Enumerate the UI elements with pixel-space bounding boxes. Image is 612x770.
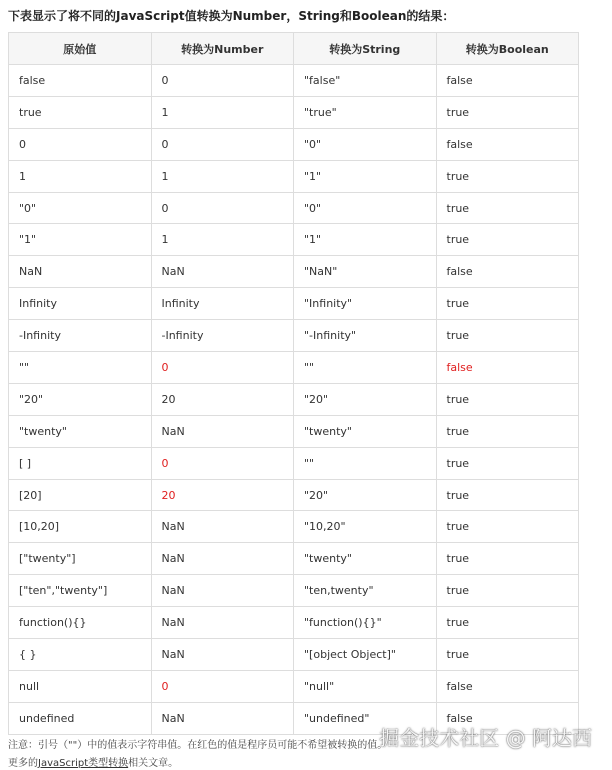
table-row: [9, 415, 579, 447]
cell-boolean: false: [436, 352, 579, 384]
cell-original: undefined: [9, 702, 152, 734]
table-row: [9, 607, 579, 639]
cell-original: { }: [9, 639, 152, 671]
cell-original: [ ]: [9, 447, 152, 479]
cell-string: "false": [294, 65, 437, 97]
cell-number: 20: [151, 383, 294, 415]
cell-boolean: false: [436, 65, 579, 97]
cell-number: 0: [151, 192, 294, 224]
cell-number: NaN: [151, 415, 294, 447]
cell-string: "": [294, 447, 437, 479]
cell-boolean: true: [436, 639, 579, 671]
cell-number: 0: [151, 352, 294, 384]
cell-number: 1: [151, 160, 294, 192]
cell-original: null: [9, 670, 152, 702]
table-row: [9, 256, 579, 288]
cell-string: "Infinity": [294, 288, 437, 320]
cell-string: "20": [294, 479, 437, 511]
cell-string: "function(){}": [294, 607, 437, 639]
table-row: [9, 447, 579, 479]
cell-string: "20": [294, 383, 437, 415]
cell-original: NaN: [9, 256, 152, 288]
watermark: 掘金技术社区 @ 阿达西: [379, 726, 592, 750]
cell-boolean: true: [436, 511, 579, 543]
cell-number: NaN: [151, 575, 294, 607]
cell-boolean: true: [436, 320, 579, 352]
table-row: [9, 288, 579, 320]
header-to-number: 转换为Number: [151, 33, 294, 65]
cell-original: ["ten","twenty"]: [9, 575, 152, 607]
cell-number: 0: [151, 670, 294, 702]
cell-boolean: false: [436, 702, 579, 734]
table-row: [9, 320, 579, 352]
cell-number: Infinity: [151, 288, 294, 320]
cell-boolean: true: [436, 447, 579, 479]
cell-number: NaN: [151, 702, 294, 734]
cell-string: "0": [294, 128, 437, 160]
cell-string: "true": [294, 96, 437, 128]
table-row: [9, 383, 579, 415]
more-suffix: 相关文章。: [128, 758, 179, 769]
cell-number: NaN: [151, 256, 294, 288]
cell-string: "undefined": [294, 702, 437, 734]
cell-string: "null": [294, 670, 437, 702]
table-row: [9, 511, 579, 543]
table-row: [9, 543, 579, 575]
cell-original: [20]: [9, 479, 152, 511]
cell-number: 0: [151, 65, 294, 97]
table-row: [9, 224, 579, 256]
table-row: [9, 352, 579, 384]
cell-string: "1": [294, 224, 437, 256]
cell-string: "ten,twenty": [294, 575, 437, 607]
cell-boolean: true: [436, 160, 579, 192]
cell-number: 20: [151, 479, 294, 511]
more-articles-text: [8, 754, 178, 769]
cell-original: "1": [9, 224, 152, 256]
conversion-table: [8, 32, 579, 735]
cell-boolean: false: [436, 670, 579, 702]
cell-boolean: true: [436, 96, 579, 128]
table-row: [9, 128, 579, 160]
cell-number: NaN: [151, 607, 294, 639]
cell-original: [10,20]: [9, 511, 152, 543]
cell-original: Infinity: [9, 288, 152, 320]
cell-number: 0: [151, 128, 294, 160]
header-original-value: 原始值: [9, 33, 152, 65]
cell-string: "[object Object]": [294, 639, 437, 671]
cell-original: "": [9, 352, 152, 384]
note-text: 注意：引号（""）中的值表示字符串值。在红色的值是程序员可能不希望被转换的值。: [8, 740, 388, 751]
header-to-boolean: 转换为Boolean: [436, 33, 579, 65]
cell-boolean: true: [436, 543, 579, 575]
cell-string: "10,20": [294, 511, 437, 543]
cell-original: 1: [9, 160, 152, 192]
table-header-row: [9, 33, 579, 65]
table-row: [9, 639, 579, 671]
cell-original: true: [9, 96, 152, 128]
cell-string: "1": [294, 160, 437, 192]
cell-string: "0": [294, 192, 437, 224]
cell-number: -Infinity: [151, 320, 294, 352]
cell-number: 1: [151, 224, 294, 256]
cell-number: 0: [151, 447, 294, 479]
cell-number: NaN: [151, 639, 294, 671]
cell-boolean: false: [436, 256, 579, 288]
cell-number: 1: [151, 96, 294, 128]
table-row: [9, 575, 579, 607]
cell-boolean: true: [436, 415, 579, 447]
table-row: [9, 65, 579, 97]
cell-string: "twenty": [294, 415, 437, 447]
cell-string: "NaN": [294, 256, 437, 288]
cell-original: "20": [9, 383, 152, 415]
table-row: [9, 479, 579, 511]
cell-string: "-Infinity": [294, 320, 437, 352]
cell-original: false: [9, 65, 152, 97]
cell-original: 0: [9, 128, 152, 160]
cell-boolean: true: [436, 479, 579, 511]
cell-string: "": [294, 352, 437, 384]
cell-boolean: false: [436, 128, 579, 160]
cell-boolean: true: [436, 607, 579, 639]
cell-boolean: true: [436, 383, 579, 415]
cell-number: NaN: [151, 543, 294, 575]
cell-original: "0": [9, 192, 152, 224]
cell-boolean: true: [436, 224, 579, 256]
cell-original: "twenty": [9, 415, 152, 447]
header-to-string: 转换为String: [294, 33, 437, 65]
cell-original: ["twenty"]: [9, 543, 152, 575]
cell-string: "twenty": [294, 543, 437, 575]
more-articles-link[interactable]: JavaScript类型转换: [38, 758, 129, 769]
cell-boolean: true: [436, 575, 579, 607]
cell-number: NaN: [151, 511, 294, 543]
table-row: [9, 192, 579, 224]
table-row: [9, 160, 579, 192]
more-prefix: 更多的: [8, 758, 38, 769]
table-row: [9, 96, 579, 128]
table-row: [9, 670, 579, 702]
cell-boolean: true: [436, 288, 579, 320]
table-body: [9, 65, 579, 735]
intro-text: 下表显示了将不同的JavaScript值转换为Number，String和Boolean的结果：: [8, 9, 455, 23]
cell-original: -Infinity: [9, 320, 152, 352]
cell-original: function(){}: [9, 607, 152, 639]
cell-boolean: true: [436, 192, 579, 224]
